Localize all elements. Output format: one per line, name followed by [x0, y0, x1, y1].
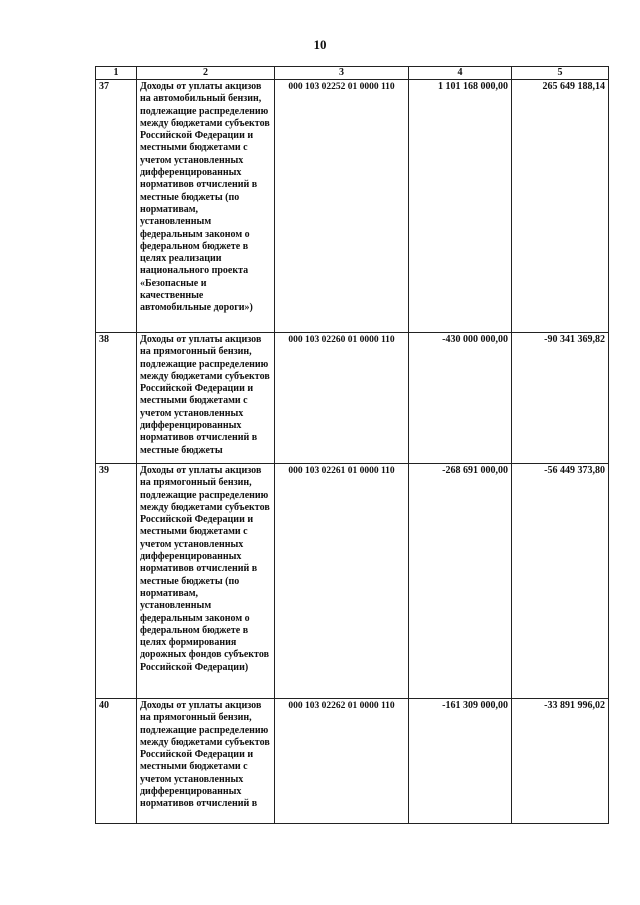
amount-column-5: 265 649 188,14 [512, 80, 609, 333]
budget-classification-code: 000 103 02252 01 0000 110 [275, 80, 409, 333]
budget-classification-code: 000 103 02262 01 0000 110 [275, 699, 409, 824]
amount-column-5: -90 341 369,82 [512, 333, 609, 464]
row-number: 38 [96, 333, 137, 464]
row-number: 40 [96, 699, 137, 824]
amount-column-5: -33 891 996,02 [512, 699, 609, 824]
budget-classification-code: 000 103 02260 01 0000 110 [275, 333, 409, 464]
table-row [96, 333, 609, 464]
row-description: Доходы от уплаты акцизов на прямогонный бензин, подлежащие распределению между бюджетами субъектов Российской Федерации и местными бюджетами с учетом установленных дифференцированных нормативов отчислений в местные бюджеты [137, 333, 275, 464]
row-number: 37 [96, 80, 137, 333]
row-description: Доходы от уплаты акцизов на прямогонный бензин, подлежащие распределению между бюджетами субъектов Российской Федерации и местными бюджетами с учетом установленных дифференцированных нормативов отчислений в [137, 699, 275, 824]
amount-column-4: -430 000 000,00 [409, 333, 512, 464]
amount-column-4: -268 691 000,00 [409, 464, 512, 699]
amount-column-4: 1 101 168 000,00 [409, 80, 512, 333]
row-description: Доходы от уплаты акцизов на автомобильный бензин, подлежащие распределению между бюджетами субъектов Российской Федерации и местными бюджетами с учетом установленных дифференцированных нормативов отчислений в местные бюджеты (по нормативам, установленным федеральным законом о федеральном бюджете в целях реализации национального проекта «Безопасные и качественные автомобильные дороги») [137, 80, 275, 333]
row-number: 39 [96, 464, 137, 699]
amount-column-4: -161 309 000,00 [409, 699, 512, 824]
budget-classification-code: 000 103 02261 01 0000 110 [275, 464, 409, 699]
column-header-5: 5 [512, 67, 609, 80]
revenue-table [95, 66, 609, 824]
column-header-1: 1 [96, 67, 137, 80]
table-row [96, 80, 609, 333]
column-header-2: 2 [137, 67, 275, 80]
amount-column-5: -56 449 373,80 [512, 464, 609, 699]
row-description: Доходы от уплаты акцизов на прямогонный бензин, подлежащие распределению между бюджетами субъектов Российской Федерации и местными бюджетами с учетом установленных дифференцированных нормативов отчислений в местные бюджеты (по нормативам, установленным федеральным законом о федеральном бюджете в целях формирования дорожных фондов субъектов Российской Федерации) [137, 464, 275, 699]
page-number: 10 [313, 37, 327, 52]
column-header-3: 3 [275, 67, 409, 80]
table-row [96, 464, 609, 699]
column-header-4: 4 [409, 67, 512, 80]
table-row [96, 699, 609, 824]
table-header-row [96, 67, 609, 80]
